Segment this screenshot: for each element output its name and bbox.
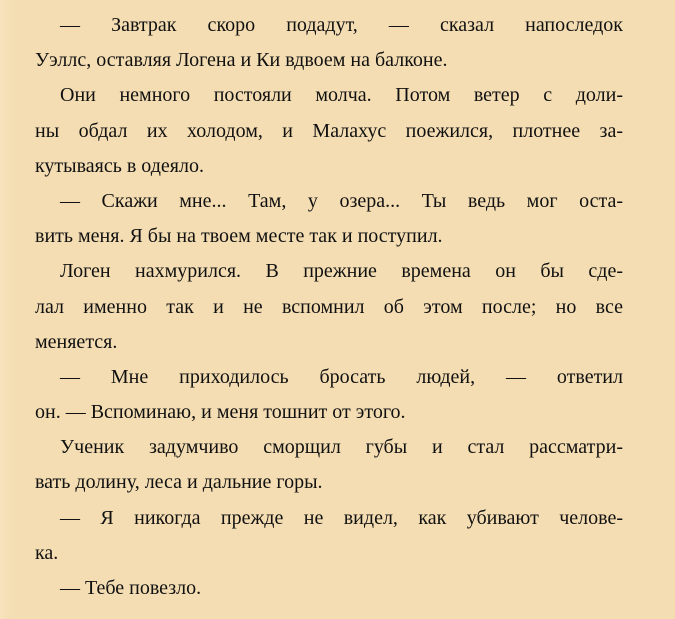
text-line: — Тебе повезло. <box>60 577 202 599</box>
text-line: — Я никогда прежде не видел, как убивают челове- <box>60 506 623 529</box>
text-line: вать долину, леса и дальние горы. <box>35 471 323 494</box>
text-line: Ученик задумчиво сморщил губы и стал рассматри- <box>60 436 623 459</box>
text-line: вить меня. Я бы на твоем месте так и поступил. <box>35 225 443 248</box>
page-text <box>35 8 623 606</box>
text-line: — Скажи мне... Там, у озера... Ты ведь мог оста- <box>60 189 623 212</box>
text-line: лал именно так и не вспомнил об этом после; но все <box>35 295 623 318</box>
text-line: ны обдал их холодом, и Малахус поежился, плотнее за- <box>35 119 623 142</box>
text-line: кутываясь в одеяло. <box>35 154 204 177</box>
text-line: ка. <box>35 541 59 564</box>
text-line: он. — Вспоминаю, и меня тошнит от этого. <box>35 401 406 424</box>
text-line: Они немного постояли молча. Потом ветер с доли- <box>60 84 623 107</box>
text-line: Уэллс, оставляя Логена и Ки вдвоем на балконе. <box>35 49 448 72</box>
text-line: Логен нахмурился. В прежние времена он бы сде- <box>60 260 623 283</box>
text-line: — Мне приходилось бросать людей, — ответил <box>60 365 623 388</box>
text-line: меняется. <box>35 330 118 353</box>
text-line: — Завтрак скоро подадут, — сказал напоследок <box>60 14 623 36</box>
